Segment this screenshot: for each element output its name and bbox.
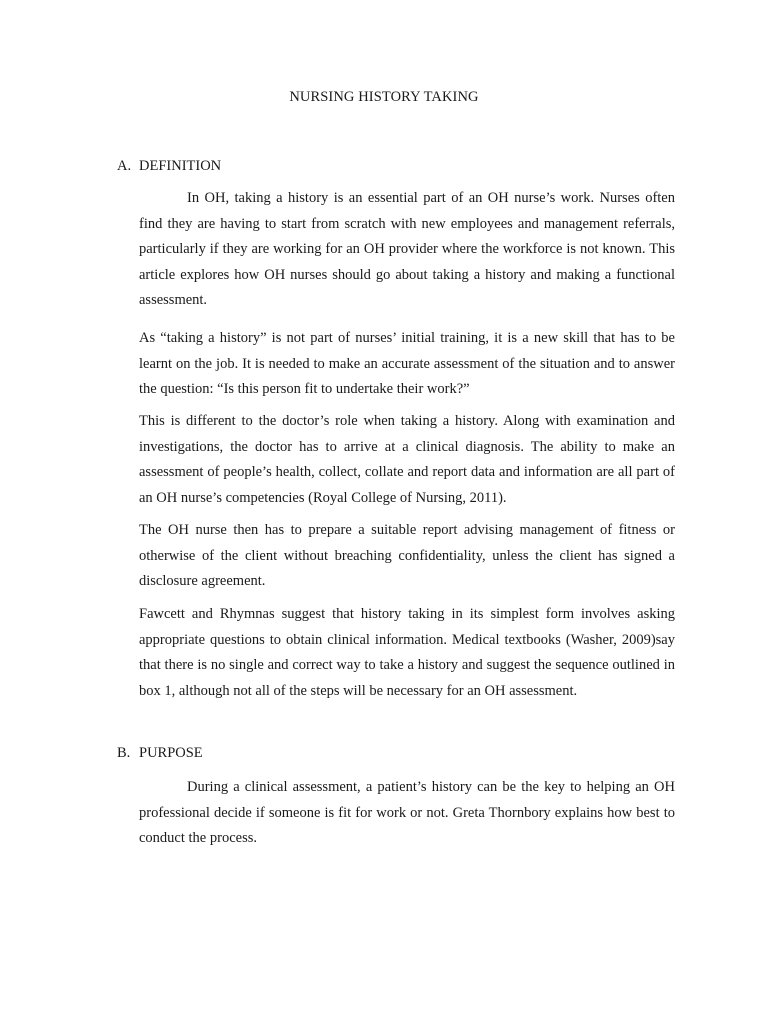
document-title: NURSING HISTORY TAKING (289, 89, 479, 105)
section-letter: A. (117, 158, 132, 174)
section-title: PURPOSE (139, 745, 203, 761)
definition-paragraph-4: The OH nurse then has to prepare a suitable report advising management of fitness or otherwise of the client without breaching confidentiality, unless the client has signed a disclosure agreement. (139, 522, 675, 589)
section-heading-purpose (117, 743, 203, 763)
definition-paragraph-2: As “taking a history” is not part of nurses’ initial training, it is a new skill that has to be learnt on the job. It is needed to make an accurate assessment of the situation and to answer the question: “Is this person fit to undertake their work?” (139, 330, 675, 397)
definition-paragraph-1: In OH, taking a history is an essential part of an OH nurse’s work. Nurses often find they are having to start from scratch with new employees and management referrals, particularly if they are working for an OH provider where the workforce is not known. This article explores how OH nurses should go about taking a history and making a functional assessment. (139, 190, 675, 308)
section-letter: B. (117, 745, 131, 761)
definition-paragraph-5: Fawcett and Rhymnas suggest that history taking in its simplest form involves asking appropriate questions to obtain clinical information. Medical textbooks (Washer, 2009)say that there is no single and correct way to take a history and suggest the sequence outlined in box 1, although not all of the steps will be necessary for an OH assessment. (139, 606, 675, 699)
section-heading-definition (117, 156, 221, 176)
section-title: DEFINITION (139, 158, 222, 174)
definition-paragraph-3: This is different to the doctor’s role when taking a history. Along with examination and investigations, the doctor has to arrive at a clinical diagnosis. The ability to make an assessment of people’s health, collect, collate and report data and information are all part of an OH nurse’s competencies (Royal College of Nursing, 2011). (139, 413, 675, 506)
purpose-paragraph-1: During a clinical assessment, a patient’s history can be the key to helping an OH professional decide if someone is fit for work or not. Greta Thornbory explains how best to conduct the process. (139, 779, 675, 846)
